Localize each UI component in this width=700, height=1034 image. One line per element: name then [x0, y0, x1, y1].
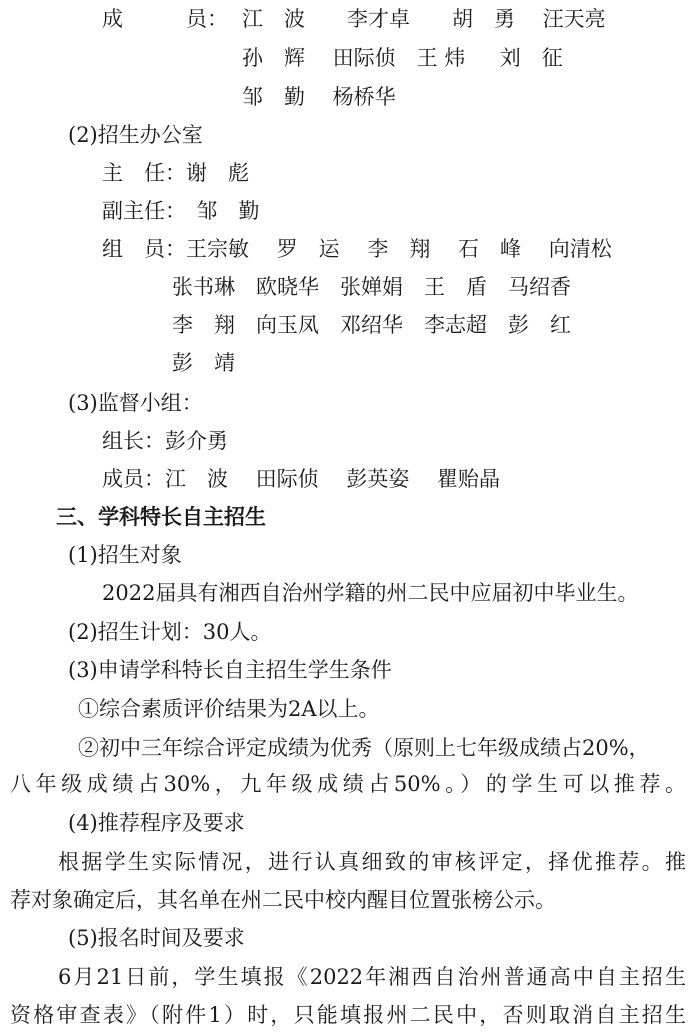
paragraph-continued: 资格审查表》（附件1）时，只能填报州二民中，否则取消自主招生 — [10, 1003, 686, 1027]
office-heading: (2)招生办公室 — [68, 123, 203, 147]
supervision-leader: 组长：彭介勇 — [102, 429, 228, 453]
supervision-members: 成员：江 波 田际侦 彭英姿 瞿贻晶 — [102, 467, 501, 491]
condition-item: ②初中三年综合评定成绩为优秀（原则上七年级成绩占20%， — [78, 736, 650, 760]
office-director: 主 任：谢 彪 — [102, 161, 249, 185]
paragraph: 2022届具有湘西自治州学籍的州二民中应届初中毕业生。 — [102, 581, 639, 605]
office-members-row: 张书琳 欧晓华 张婵娟 王 盾 马绍香 — [172, 275, 571, 299]
subsection-heading: (3)申请学科特长自主招生学生条件 — [68, 658, 392, 682]
section-title: 三、学科特长自主招生 — [56, 505, 266, 529]
condition-item-continued: 八年级成绩占30%，九年级成绩占50%。）的学生可以推荐。 — [10, 772, 686, 796]
subsection-heading: (1)招生对象 — [68, 543, 182, 567]
committee-members-row: 江 波 李才卓 胡 勇 汪天亮 — [242, 7, 606, 31]
subsection-heading: (5)报名时间及要求 — [68, 926, 245, 950]
supervision-heading: (3)监督小组： — [68, 391, 203, 415]
paragraph: 根据学生实际情况，进行认真细致的审核评定，择优推荐。推 — [58, 850, 686, 874]
office-members-row: 组 员：王宗敏 罗 运 李 翔 石 峰 向清松 — [102, 237, 612, 261]
office-members-row: 李 翔 向玉凤 邓绍华 李志超 彭 红 — [172, 313, 571, 337]
office-deputy: 副主任： 邹 勤 — [102, 199, 260, 223]
committee-members-row: 邹 勤 杨桥华 — [242, 85, 396, 109]
committee-members-label: 成 员： — [102, 7, 228, 31]
paragraph-continued: 荐对象确定后，其名单在州二民中校内醒目位置张榜公示。 — [10, 888, 556, 912]
office-members-row: 彭 靖 — [172, 351, 235, 375]
subsection-heading: (4)推荐程序及要求 — [68, 811, 245, 835]
paragraph: 6月21日前，学生填报《2022年湘西自治州普通高中自主招生 — [58, 965, 686, 989]
subsection-heading: (2)招生计划：30人。 — [68, 620, 272, 644]
committee-members-row: 孙 辉 田际侦 王 炜 刘 征 — [242, 46, 563, 70]
condition-item: ①综合素质评价结果为2A以上。 — [78, 697, 380, 721]
